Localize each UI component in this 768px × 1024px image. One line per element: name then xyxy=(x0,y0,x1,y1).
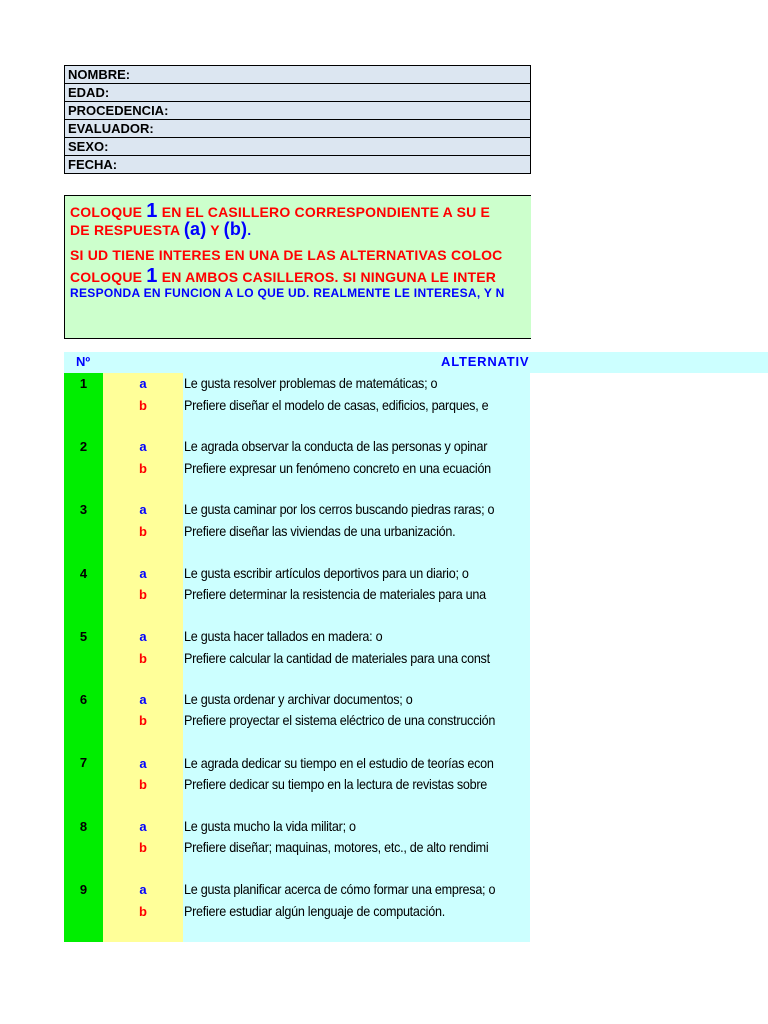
info-row-nombre[interactable] xyxy=(65,66,531,84)
info-label-fecha: FECHA: xyxy=(65,156,531,174)
question-option-a: Le agrada observar la conducta de las personas y opinar xyxy=(184,438,488,454)
question-option-b: Prefiere diseñar el modelo de casas, edificios, parques, e xyxy=(184,397,489,413)
header-alternatives: ALTERNATIV xyxy=(441,354,530,369)
option-a-cell[interactable]: a xyxy=(139,629,147,644)
question-option-a: Le gusta planificar acerca de cómo formar una empresa; o xyxy=(184,881,496,897)
option-b-cell[interactable]: b xyxy=(139,524,147,539)
question-option-a: Le gusta resolver problemas de matemáticas; o xyxy=(184,375,438,391)
option-a-cell[interactable]: a xyxy=(139,756,147,771)
option-a-cell[interactable]: a xyxy=(139,502,147,517)
number-column xyxy=(64,373,103,942)
question-option-b: Prefiere dedicar su tiempo en la lectura de revistas sobre xyxy=(184,776,488,792)
instruction-text: . xyxy=(247,222,252,238)
info-label-sexo: SEXO: xyxy=(65,138,531,156)
info-row-edad[interactable] xyxy=(65,84,531,102)
instruction-line-5: RESPONDA EN FUNCION A LO QUE UD. REALMENTE LE INTERESA, Y N xyxy=(70,286,505,300)
question-number: 9 xyxy=(79,882,88,897)
table-header xyxy=(64,352,768,373)
option-a-marker: (a) xyxy=(183,219,207,239)
option-b-cell[interactable]: b xyxy=(139,398,147,413)
question-option-a: Le gusta hacer tallados en madera: o xyxy=(184,628,383,644)
option-b-cell[interactable]: b xyxy=(139,461,147,476)
option-a-cell[interactable]: a xyxy=(139,819,147,834)
question-number: 2 xyxy=(79,439,88,454)
question-option-a: Le gusta caminar por los cerros buscando piedras raras; o xyxy=(184,501,495,517)
info-label-procedencia: PROCEDENCIA: xyxy=(65,102,531,120)
info-row-fecha[interactable] xyxy=(65,156,531,174)
instruction-text: EN EL CASILLERO CORRESPONDIENTE A SU E xyxy=(157,204,491,220)
info-label-nombre: NOMBRE: xyxy=(65,66,531,84)
info-row-procedencia[interactable] xyxy=(65,102,531,120)
question-option-a: Le gusta escribir artículos deportivos para un diario; o xyxy=(184,565,469,581)
question-option-a: Le gusta mucho la vida militar; o xyxy=(184,818,356,834)
option-b-marker: (b) xyxy=(223,219,248,239)
option-a-cell[interactable]: a xyxy=(139,566,147,581)
question-number: 1 xyxy=(79,376,88,391)
question-number: 4 xyxy=(79,566,88,581)
personal-info-table xyxy=(64,65,531,174)
instruction-text: COLOQUE xyxy=(70,269,147,285)
question-option-b: Prefiere diseñar; maquinas, motores, etc., de alto rendimi xyxy=(184,839,489,855)
instruction-text: EN AMBOS CASILLEROS. SI NINGUNA LE INTER xyxy=(157,269,497,285)
option-b-cell[interactable]: b xyxy=(139,777,147,792)
instruction-number: 1 xyxy=(146,200,158,222)
instructions-box xyxy=(64,195,531,339)
instruction-number: 1 xyxy=(146,265,158,287)
question-option-b: Prefiere calcular la cantidad de materiales para una const xyxy=(184,650,490,666)
question-number: 3 xyxy=(79,502,88,517)
option-b-cell[interactable]: b xyxy=(139,587,147,602)
instruction-line-3: SI UD TIENE INTERES EN UNA DE LAS ALTERNATIVAS COLOC xyxy=(70,247,503,263)
option-b-cell[interactable]: b xyxy=(139,904,147,919)
option-b-cell[interactable]: b xyxy=(139,651,147,666)
option-b-cell[interactable]: b xyxy=(139,713,147,728)
instruction-text: DE RESPUESTA xyxy=(70,222,184,238)
info-label-edad: EDAD: xyxy=(65,84,531,102)
question-option-b: Prefiere diseñar las viviendas de una urbanización. xyxy=(184,523,456,539)
question-option-a: Le agrada dedicar su tiempo en el estudio de teorías econ xyxy=(184,755,494,771)
question-number: 5 xyxy=(79,629,88,644)
instruction-text: Y xyxy=(206,222,224,238)
question-number: 8 xyxy=(79,819,88,834)
option-b-cell[interactable]: b xyxy=(139,840,147,855)
info-row-evaluador[interactable] xyxy=(65,120,531,138)
option-a-cell[interactable]: a xyxy=(139,376,147,391)
question-option-b: Prefiere estudiar algún lenguaje de computación. xyxy=(184,903,445,919)
question-option-b: Prefiere expresar un fenómeno concreto en una ecuación xyxy=(184,460,491,476)
question-option-b: Prefiere proyectar el sistema eléctrico de una construcción xyxy=(184,712,496,728)
instruction-line-2 xyxy=(70,219,251,240)
header-number: Nº xyxy=(76,354,91,369)
info-label-evaluador: EVALUADOR: xyxy=(65,120,531,138)
question-option-a: Le gusta ordenar y archivar documentos; o xyxy=(184,691,413,707)
option-a-cell[interactable]: a xyxy=(139,692,147,707)
question-number: 7 xyxy=(79,755,88,770)
info-row-sexo[interactable] xyxy=(65,138,531,156)
question-option-b: Prefiere determinar la resistencia de materiales para una xyxy=(184,586,486,602)
instruction-text: COLOQUE xyxy=(70,204,147,220)
instruction-line-4 xyxy=(70,265,496,288)
option-a-cell[interactable]: a xyxy=(139,439,147,454)
question-number: 6 xyxy=(79,692,88,707)
option-a-cell[interactable]: a xyxy=(139,882,147,897)
